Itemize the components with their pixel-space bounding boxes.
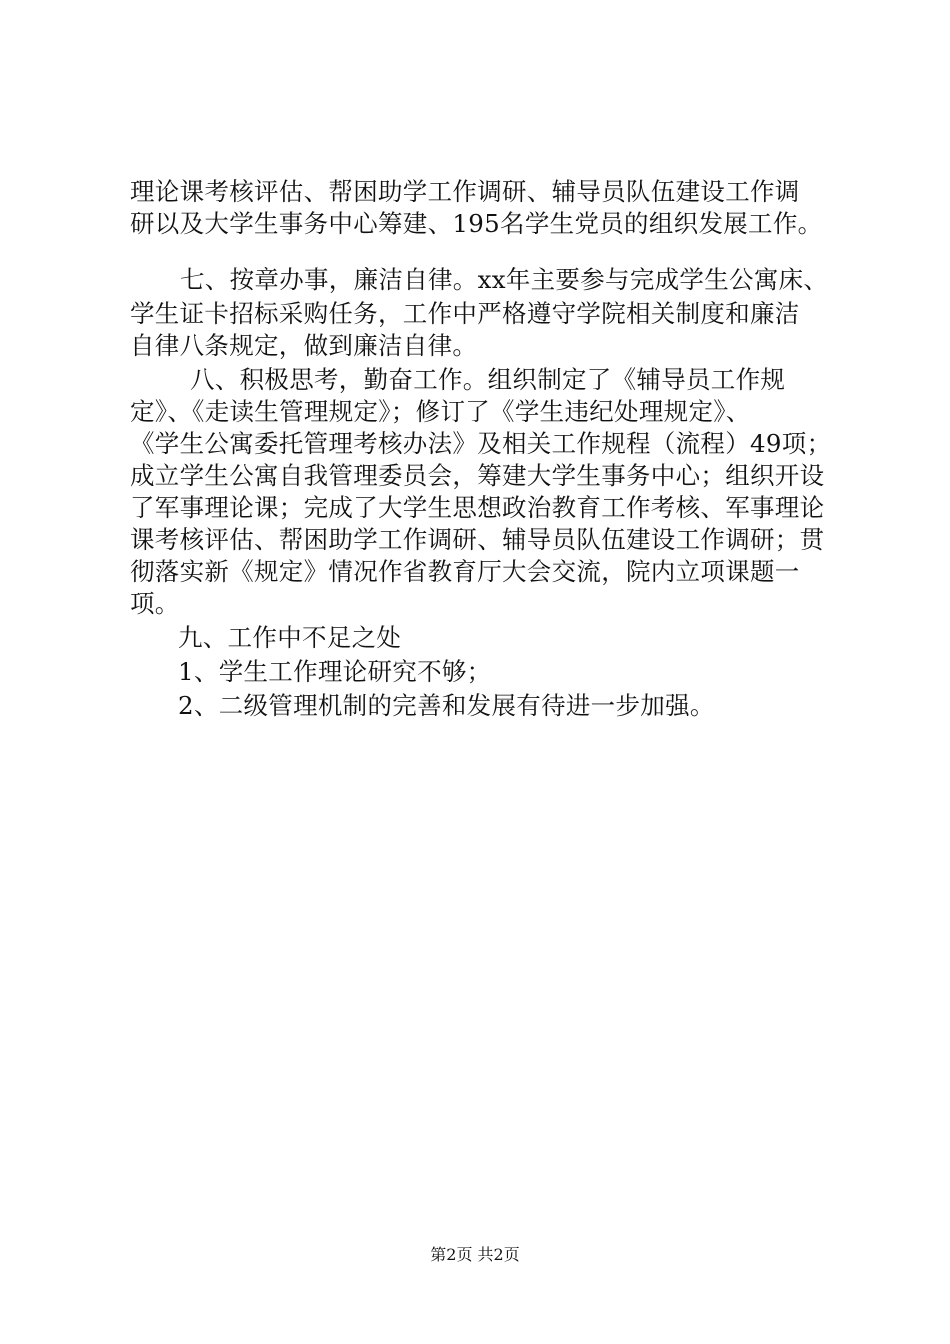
body-text-line: 了军事理论课；完成了大学生思想政治教育工作考核、军事理论 (130, 493, 825, 522)
body-text-line: 定》、《走读生管理规定》；修订了《学生违纪处理规定》、 (130, 397, 751, 426)
list-item: 2、二级管理机制的完善和发展有待进一步加强。 (178, 691, 715, 720)
body-text-line: 成立学生公寓自我管理委员会，筹建大学生事务中心；组织开设 (130, 461, 825, 490)
body-text-line: 学生证卡招标采购任务，工作中严格遵守学院相关制度和廉洁 (130, 299, 800, 328)
body-text-line: 研以及大学生事务中心筹建、195名学生党员的组织发展工作。 (130, 209, 823, 238)
body-text-line: 课考核评估、帮困助学工作调研、辅导员队伍建设工作调研；贯 (130, 525, 825, 554)
section-seven-heading-line: 七、按章办事，廉洁自律。xx年主要参与完成学生公寓床、 (180, 265, 829, 294)
section-eight-heading-line: 八、积极思考，勤奋工作。组织制定了《辅导员工作规 (190, 365, 786, 394)
body-text-line: 项。 (130, 589, 180, 618)
body-text-line: 《学生公寓委托管理考核办法》及相关工作规程（流程）49项； (130, 429, 832, 458)
body-text-line: 理论课考核评估、帮困助学工作调研、辅导员队伍建设工作调 (130, 177, 800, 206)
body-text-line: 彻落实新《规定》情况作省教育厅大会交流，院内立项课题一 (130, 557, 800, 586)
section-nine-heading: 九、工作中不足之处 (178, 623, 402, 652)
body-text-line: 自律八条规定，做到廉洁自律。 (130, 331, 478, 360)
page-footer: 第2页 共2页 (430, 1245, 520, 1264)
list-item: 1、学生工作理论研究不够； (178, 657, 492, 686)
